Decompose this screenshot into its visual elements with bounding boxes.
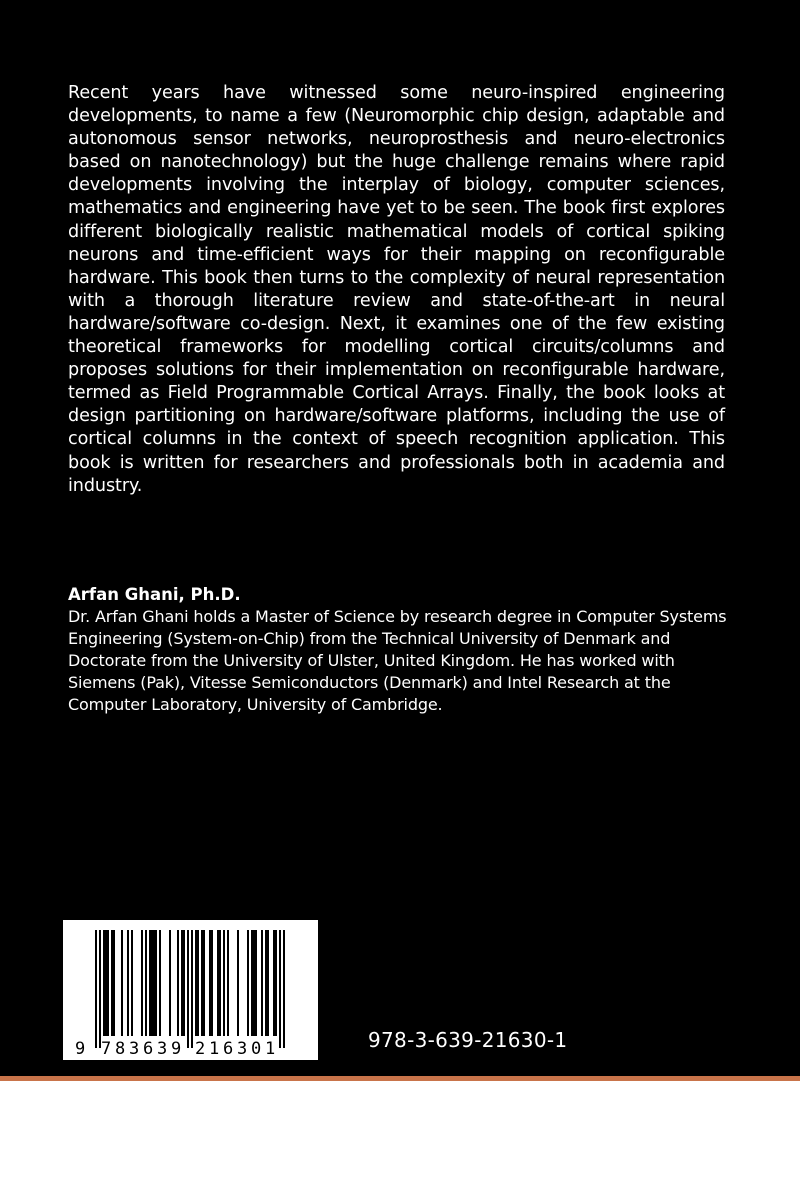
barcode-bar	[275, 930, 277, 1036]
barcode-bar	[247, 930, 249, 1036]
barcode-bar	[107, 930, 109, 1036]
barcode-bar	[191, 930, 193, 1048]
barcode-bar	[195, 930, 197, 1036]
barcode-bar	[181, 930, 183, 1036]
barcode-digit-text: 6	[143, 1039, 154, 1059]
barcode-digit-text: 3	[157, 1039, 168, 1059]
barcode-bar	[283, 930, 285, 1048]
barcode-bar	[251, 930, 253, 1036]
barcode-bar	[273, 930, 275, 1036]
barcode-bar	[149, 930, 151, 1036]
barcode-digit-text: 1	[209, 1039, 220, 1059]
barcode-bar	[203, 930, 205, 1036]
barcode-bar	[153, 930, 155, 1036]
barcode-bar	[211, 930, 213, 1036]
barcode-bar	[169, 930, 171, 1036]
author-section	[68, 584, 738, 716]
barcode-digit-text: 8	[115, 1039, 126, 1059]
book-description: Recent years have witnessed some neuro-inspired engineering developments, to name a few (Neuromorphic chip design, adaptable and autonomous sensor networks, neuroprosthesis and neuro-electronics based on nanotechnology) but the huge challenge remains where rapid developments involving the interplay of biology, computer sciences, mathematics and engineering have yet to be seen. The book first explores different biologically realistic mathematical models of cortical spiking neurons and time-efficient ways for their mapping on reconfigurable hardware. This book then turns to the complexity of neural representation with a thorough literature review and state-of-the-art in neural hardware/software co-design. Next, it examines one of the few existing theoretical frameworks for modelling cortical circuits/columns and proposes solutions for their implementation on reconfigurable hardware, termed as Field Programmable Cortical Arrays. Finally, the book looks at design partitioning on hardware/software platforms, including the use of cortical columns in the context of speech recognition application. This book is written for researchers and professionals both in academia and industry.	[68, 83, 725, 496]
barcode-bar	[159, 930, 161, 1036]
barcode-bar	[155, 930, 157, 1036]
barcode-bar	[227, 930, 229, 1036]
barcode	[63, 920, 318, 1060]
barcode-bar	[267, 930, 269, 1036]
barcode-bar	[121, 930, 123, 1036]
barcode-bar	[131, 930, 133, 1036]
barcode-bar	[99, 930, 101, 1048]
barcode-bar	[127, 930, 129, 1036]
barcode-digit-text: 3	[237, 1039, 248, 1059]
author-bio: Dr. Arfan Ghani holds a Master of Science by research degree in Computer Systems Engineering (System-on-Chip) from the Technical University of Denmark and Doctorate from the University of Ulster, United Kingdom. He has worked with Siemens (Pak), Vitesse Semiconductors (Denmark) and Intel Research at the Computer Laboratory, University of Cambridge.	[68, 607, 727, 714]
barcode-digit-text: 6	[223, 1039, 234, 1059]
barcode-bar	[95, 930, 97, 1048]
barcode-bar	[197, 930, 199, 1036]
barcode-bar	[261, 930, 263, 1036]
barcode-bar	[217, 930, 219, 1036]
barcode-digit-text: 9	[75, 1039, 86, 1059]
barcode-bar	[201, 930, 203, 1036]
barcode-digit-text: 1	[265, 1039, 276, 1059]
barcode-bar	[145, 930, 147, 1036]
barcode-bar	[113, 930, 115, 1036]
barcode-bar	[141, 930, 143, 1036]
barcode-bar	[111, 930, 113, 1036]
barcode-bar	[177, 930, 179, 1036]
barcode-bar	[151, 930, 153, 1036]
barcode-digit-text: 7	[101, 1039, 112, 1059]
barcode-bar	[255, 930, 257, 1036]
barcode-bar	[223, 930, 225, 1036]
barcode-bar	[187, 930, 189, 1048]
barcode-bar	[103, 930, 105, 1036]
barcode-bar	[265, 930, 267, 1036]
barcode-bar	[279, 930, 281, 1048]
barcode-bar	[105, 930, 107, 1036]
barcode-bar	[209, 930, 211, 1036]
isbn-number: 978-3-639-21630-1	[368, 1028, 568, 1052]
barcode-digit-text: 9	[171, 1039, 182, 1059]
barcode-digit-text: 2	[195, 1039, 206, 1059]
blank-area	[0, 1081, 800, 1200]
barcode-digit-text: 3	[129, 1039, 140, 1059]
author-name: Arfan Ghani, Ph.D.	[68, 585, 241, 604]
barcode-digit-text: 0	[251, 1039, 262, 1059]
barcode-bar	[219, 930, 221, 1036]
barcode-bar	[237, 930, 239, 1036]
barcode-bar	[253, 930, 255, 1036]
barcode-image	[63, 920, 318, 1060]
barcode-bar	[183, 930, 185, 1036]
